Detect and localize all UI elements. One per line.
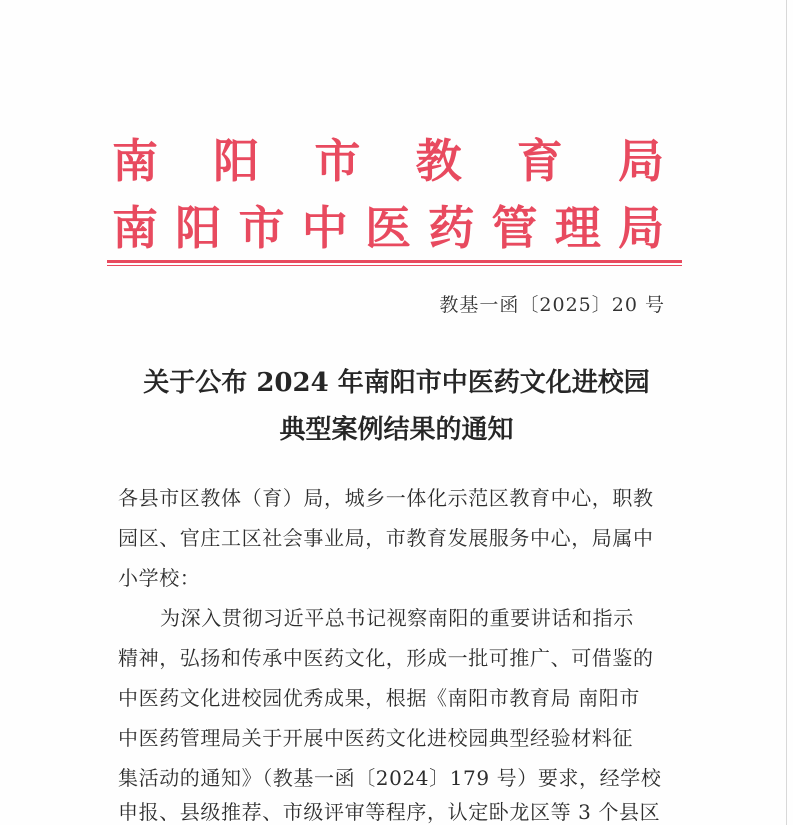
body-line: 园区、官庄工区社会事业局，市教育发展服务中心，局属中 xyxy=(118,526,654,550)
letterhead-char: 阳 xyxy=(213,134,260,188)
letterhead-char: 医 xyxy=(365,201,411,255)
letterhead-line-1 xyxy=(112,133,664,189)
document-number: 教基一函〔2025〕20 号 xyxy=(439,294,665,316)
letterhead-char: 药 xyxy=(428,201,475,255)
letterhead-char: 市 xyxy=(314,134,361,188)
letterhead-char: 管 xyxy=(491,201,538,255)
letterhead-char: 南 xyxy=(112,201,158,255)
body-line: 小学校： xyxy=(118,566,201,590)
letterhead-char: 育 xyxy=(516,134,563,188)
body-line: 精神，弘扬和传承中医药文化，形成一批可推广、可借鉴的 xyxy=(118,646,654,670)
letterhead-line-2 xyxy=(112,200,664,256)
body-line: 集活动的通知》（教基一函〔2024〕179 号）要求，经学校 xyxy=(118,766,662,790)
letterhead-char: 教 xyxy=(415,134,462,188)
letterhead-char: 阳 xyxy=(175,201,222,255)
body-line: 各县市区教体（育）局，城乡一体化示范区教育中心，职教 xyxy=(118,486,654,510)
body-line: 申报、县级推荐、市级评审等程序，认定卧龙区等 3 个县区 xyxy=(118,800,661,824)
letterhead-char: 中 xyxy=(301,201,348,255)
letterhead-char: 南 xyxy=(112,134,158,188)
letterhead-divider-thin xyxy=(107,265,682,266)
letterhead-char: 局 xyxy=(617,134,664,188)
letterhead-char: 市 xyxy=(238,201,285,255)
letterhead-char: 局 xyxy=(618,201,664,255)
document-title-line-2: 典型案例结果的通知 xyxy=(279,415,514,445)
body-line: 中医药管理局关于开展中医药文化进校园典型经验材料征 xyxy=(118,726,633,750)
document-title-line-1: 关于公布 2024 年南阳市中医药文化进校园 xyxy=(143,368,650,398)
letterhead-char: 理 xyxy=(554,201,601,255)
letterhead-divider xyxy=(107,260,682,263)
body-line: 中医药文化进校园优秀成果，根据《南阳市教育局 南阳市 xyxy=(118,686,640,710)
body-line: 为深入贯彻习近平总书记视察南阳的重要讲话和指示 xyxy=(160,606,634,630)
